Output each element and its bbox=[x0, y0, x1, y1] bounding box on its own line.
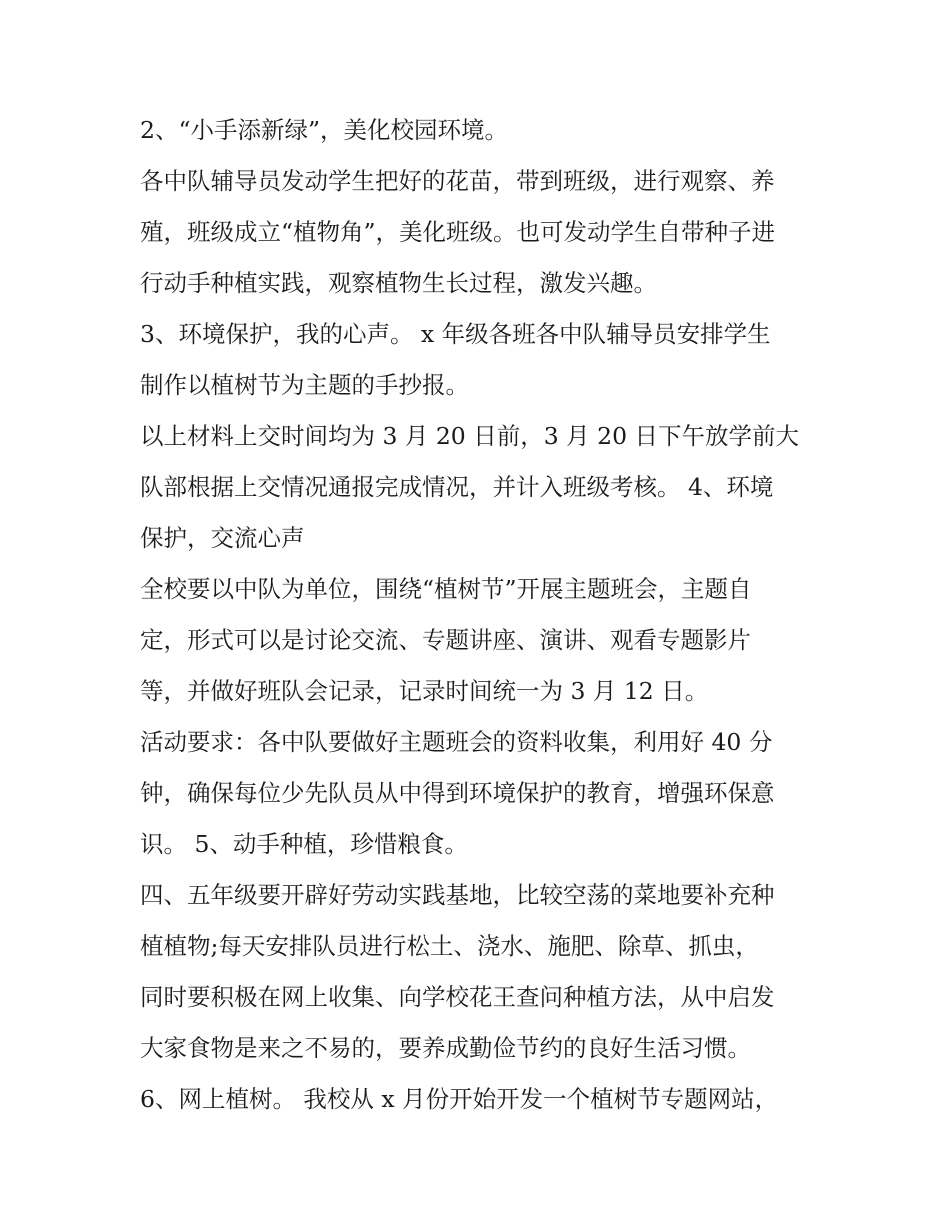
text-line: 殖，班级成立“植物角”，美化班级。也可发动学生自带种子进 bbox=[140, 218, 776, 246]
text-line: 2、“小手添新绿”，美化校园环境。 bbox=[140, 116, 508, 144]
text-line: 3、环境保护，我的心声。 x 年级各班各中队辅导员安排学生 bbox=[140, 320, 771, 348]
text-line: 定，形式可以是讨论交流、专题讲座、演讲、观看专题影片 bbox=[140, 626, 751, 654]
text-line: 行动手种植实践，观察植物生长过程，激发兴趣。 bbox=[140, 269, 657, 297]
text-line: 以上材料上交时间均为 3 月 20 日前，3 月 20 日下午放学前大 bbox=[140, 422, 799, 450]
text-line: 保护，交流心声 bbox=[140, 524, 305, 552]
text-line: 大家食物是来之不易的，要养成勤俭节约的良好生活习惯。 bbox=[140, 1034, 751, 1062]
text-line: 制作以植树节为主题的手抄报。 bbox=[140, 371, 469, 399]
text-line: 全校要以中队为单位，围绕“植树节”开展主题班会，主题自 bbox=[140, 575, 752, 603]
text-line: 四、五年级要开辟好劳动实践基地，比较空荡的菜地要补充种 bbox=[140, 881, 775, 909]
text-line: 队部根据上交情况通报完成情况，并计入班级考核。 4、环境 bbox=[140, 473, 774, 501]
text-line: 活动要求：各中队要做好主题班会的资料收集，利用好 40 分 bbox=[140, 728, 773, 756]
text-line: 同时要积极在网上收集、向学校花王查问种植方法，从中启发 bbox=[140, 983, 775, 1011]
text-line: 钟，确保每位少先队员从中得到环境保护的教育，增强环保意 bbox=[140, 779, 775, 807]
text-line: 各中队辅导员发动学生把好的花苗，带到班级，进行观察、养 bbox=[140, 167, 775, 195]
text-line: 6、网上植树。 我校从 x 月份开始开发一个植树节专题网站， bbox=[140, 1085, 779, 1113]
text-line: 植植物;每天安排队员进行松土、浇水、施肥、除草、抓虫， bbox=[140, 932, 759, 960]
text-line: 等，并做好班队会记录，记录时间统一为 3 月 12 日。 bbox=[140, 677, 709, 705]
document-body bbox=[140, 105, 820, 1125]
text-line: 识。 5、动手种植，珍惜粮食。 bbox=[140, 830, 468, 858]
